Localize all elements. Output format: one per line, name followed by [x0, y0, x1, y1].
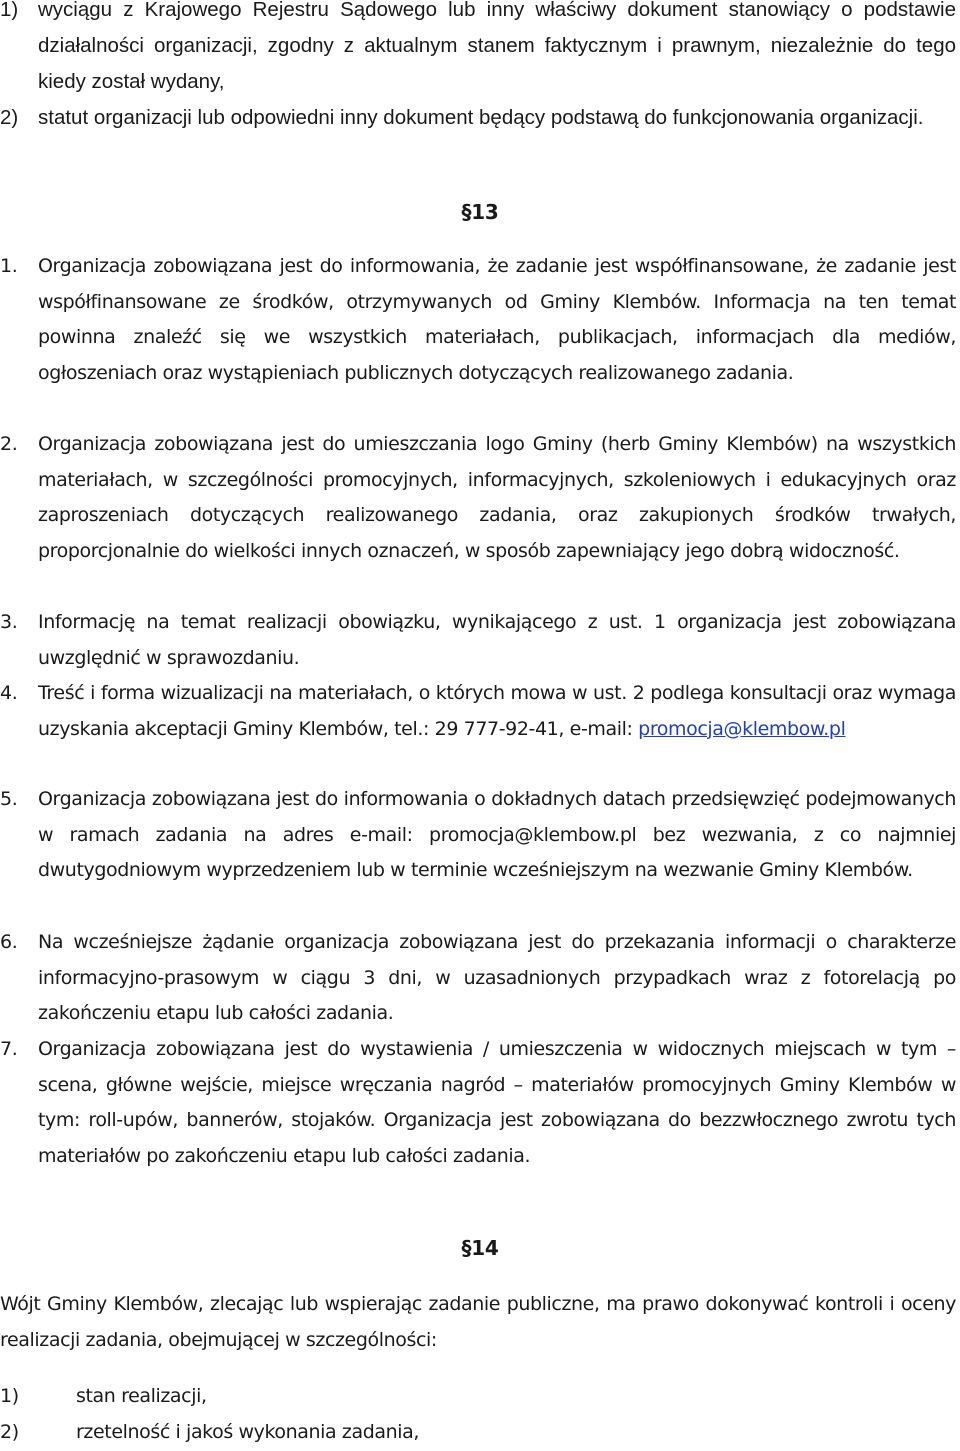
list-item-number: 3. — [0, 611, 18, 633]
list-item-number: 2. — [0, 433, 18, 455]
list-item-text: Na wcześniejsze żądanie organizacja zobowiązana jest do przekazania informacji o charakterze informacyjno-prasowym w ciągu 3 dni, w uzasadnionych przypadkach wraz z fotorelacją po zakończeniu etapu lub całości zadania. — [38, 931, 956, 1025]
list-item-text: wyciągu z Krajowego Rejestru Sądowego lub inny właściwy dokument stanowiący o podstawie działalności organizacji, zgodny z aktualnym stanem faktycznym i prawnym, niezależnie do tego kiedy został wydany, — [38, 0, 956, 93]
list-item-number: 2) — [0, 106, 19, 129]
list-item-text: Organizacja zobowiązana jest do umieszczania logo Gminy (herb Gminy Klembów) na wszystkich materiałach, w szczególności promocyjnych, informacyjnych, szkoleniowych i edukacyjnych oraz zaproszeniach dotyczących realizowanego zadania, oraz zakupionych środków trwałych, proporcjonalnie do wielkości innych oznaczeń, w sposób zapewniający jego dobrą widoczność. — [38, 433, 956, 562]
list-item-text: stan realizacji, — [76, 1385, 207, 1407]
section-intro-paragraph: Wójt Gminy Klembów, zlecając lub wspierając zadanie publiczne, ma prawo dokonywać kontroli i oceny realizacji zadania, obejmującej w szczególności: — [0, 1293, 956, 1351]
list-item — [0, 605, 956, 676]
list-item-number: 1. — [0, 255, 18, 277]
list-item-number: 1) — [0, 0, 19, 21]
list-item — [0, 427, 956, 569]
list-item-text: Organizacja zobowiązana jest do informowania o dokładnych datach przedsięwzięć podejmowanych w ramach zadania na adres e-mail: promocja@klembow.pl bez wezwania, z co najmniej dwutygodniowym wyprzedzeniem lub w terminie wcześniejszym na wezwanie Gminy Klembów. — [38, 788, 956, 882]
section-heading-13: §13 — [461, 200, 499, 224]
list-item-number: 2) — [0, 1421, 19, 1443]
list-item-text-part: Treść i forma wizualizacji na materiałach, o których mowa w ust. 2 podlega konsultacji oraz wymaga uzyskania akceptacji Gminy Klembów, tel.: 29 777-92-41, e-mail: — [38, 682, 956, 740]
list-item-number: 7. — [0, 1038, 18, 1060]
list-item-number: 4. — [0, 682, 18, 704]
list-item-text: Organizacja zobowiązana jest do wystawienia / umieszczenia w widocznych miejscach w tym – scena, główne wejście, miejsce wręczania nagród – materiałów promocyjnych Gminy Klembów w tym: roll-upów, bannerów, stojaków. Organizacja jest zobowiązana do bezzwłocznego zwrotu tych materiałów po zakończeniu etapu lub całości zadania. — [38, 1038, 956, 1167]
list-item-number: 1) — [0, 1385, 19, 1407]
list-item — [0, 249, 956, 391]
list-item — [0, 0, 956, 100]
list-item — [0, 676, 956, 747]
list-item-text: Informację na temat realizacji obowiązku, wynikającego z ust. 1 organizacja jest zobowiązana uwzględnić w sprawozdaniu. — [38, 611, 956, 669]
list-item-number: 5. — [0, 788, 18, 810]
list-item-number: 6. — [0, 931, 18, 953]
email-link[interactable]: promocja@klembow.pl — [638, 717, 846, 740]
section-heading-14: §14 — [461, 1236, 499, 1260]
list-item-text: Organizacja zobowiązana jest do informowania, że zadanie jest współfinansowane, że zadanie jest współfinansowane ze środków, otrzymywanych od Gminy Klembów. Informacja na ten temat powinna znaleźć się we wszystkich materiałach, publikacjach, informacjach dla mediów, ogłoszeniach oraz wystąpieniach publicznych dotyczących realizowanego zadania. — [38, 255, 956, 384]
list-item-text: rzetelność i jakoś wykonania zadania, — [76, 1421, 420, 1443]
list-item-text: statut organizacji lub odpowiedni inny dokument będący podstawą do funkcjonowania organizacji. — [38, 106, 924, 129]
list-item — [0, 782, 956, 889]
list-item — [0, 1379, 956, 1415]
list-item-text — [38, 676, 956, 747]
list-item — [0, 1032, 956, 1174]
list-item — [0, 1415, 956, 1451]
list-item — [0, 925, 956, 1032]
list-item — [0, 100, 956, 136]
